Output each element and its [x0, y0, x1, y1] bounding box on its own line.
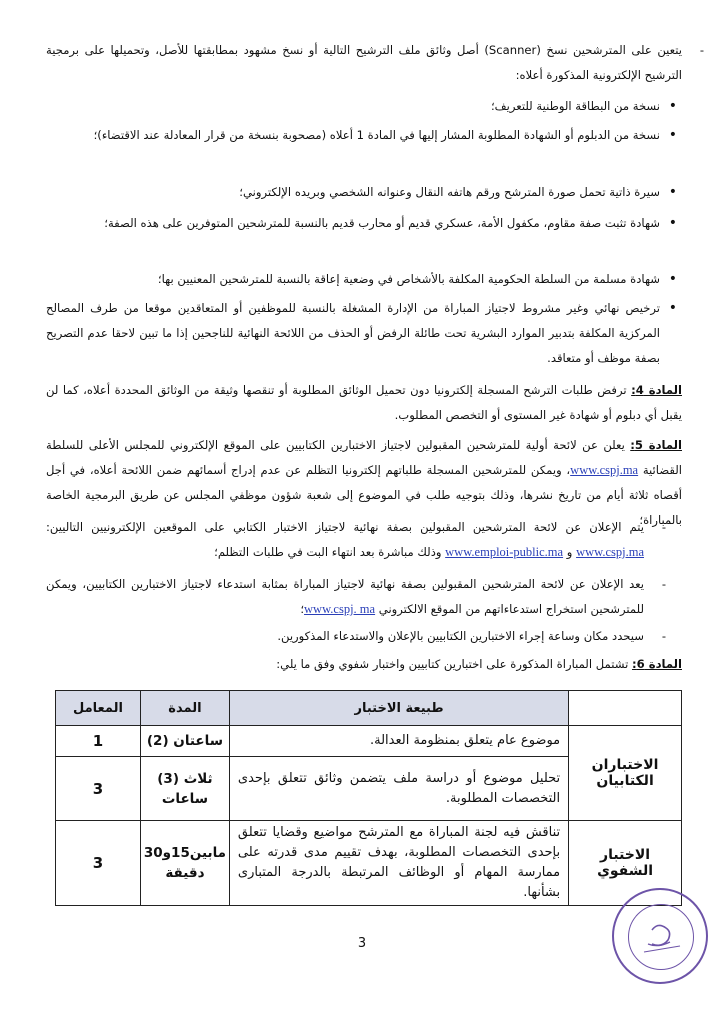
item-1-text: يتم الإعلان عن لائحة المترشحين المقبولين بصفة نهائية لاجتياز الاختبار الكتابي على الموقعين الإلكترونيين التاليين:	[46, 520, 644, 534]
exam-table	[55, 690, 682, 906]
header-duration: المدة	[140, 691, 229, 726]
header-nature: طبيعة الاختبار	[229, 691, 568, 726]
bullet-text: سيرة ذاتية تحمل صورة المترشح ورقم هاتفه النقال وعنوانه الشخصي وبريده الإلكتروني؛	[239, 185, 660, 199]
row-nature: تناقش فيه لجنة المباراة مع المترشح مواضيع وقضايا تتعلق بإحدى التخصصات المطلوبة، بهدف تقييم مدى قدرته على ممارسة المهام أو الوظائف المرتبطة بالدرجة المتبارى بشأنها.	[229, 821, 568, 906]
bullet-text: شهادة تثبت صفة مقاوم، مكفول الأمة، عسكري قديم أو محارب قديم بالنسبة للمترشحين المتوفرين على هذه الصفة؛	[104, 216, 660, 230]
cspj-link[interactable]: www.cspj.ma	[576, 545, 644, 559]
header-blank	[569, 691, 682, 726]
oral-exam-label: الاختبار الشفوي	[569, 821, 682, 906]
row-coefficient: 3	[56, 757, 141, 821]
official-stamp-icon	[612, 888, 708, 984]
bullet-item	[46, 296, 660, 371]
article-6-label: المادة 6:	[631, 657, 682, 671]
article-6	[46, 652, 682, 677]
bullet-item	[46, 123, 660, 148]
item-1-text-continued: وذلك مباشرة بعد انتهاء البت في طلبات التظلم؛	[214, 545, 442, 559]
bullet-item	[46, 211, 660, 236]
bullet-item	[46, 180, 660, 205]
bullet-text: ترخيص نهائي وغير مشروط لاجتياز المباراة من الإدارة المشغلة بالنسبة للموظفين أو المتعاقدين موقعا من طرف المصالح المركزية المكلفة بتدبير الموارد البشرية تحت طائلة الرفض أو الحذف من اللائحة النهائية للناجحين إذا ما تبين لاحقا عدم التصريح بصفة موظف أو متعاقد.	[46, 301, 660, 365]
row-coefficient: 3	[56, 821, 141, 906]
bullet-text: نسخة من البطاقة الوطنية للتعريف؛	[490, 99, 660, 113]
intro-text: يتعين على المترشحين نسخ (Scanner) أصل وثائق ملف الترشيح التالية أو نسخ مشهود بمطابقتها للأصل، وتحميلها على برمجية الترشيح الإلكترونية المذكورة أعلاه:	[46, 43, 682, 82]
written-exams-label: الاختباران الكتابيان	[569, 726, 682, 821]
article-5-label: المادة 5:	[630, 438, 682, 452]
article-6-text: تشتمل المباراة المذكورة على اختبارين كتابيين واختبار شفوي وفق ما يلي:	[276, 657, 629, 671]
page-number: 3	[357, 936, 367, 951]
article-4	[46, 378, 682, 428]
article-4-text: ترفض طلبات الترشح المسجلة إلكترونيا دون تحميل الوثائق المطلوبة أو تنقصها وثيقة من الوثائق المحددة أعلاه، كما لن يقبل أي دبلوم أو شهادة غير المستوى أو التخصص المطلوب.	[46, 383, 682, 422]
article-5-item-2	[46, 572, 644, 622]
row-nature: موضوع عام يتعلق بمنظومة العدالة.	[229, 726, 568, 757]
item-2-text: يعد الإعلان عن لائحة المترشحين المقبولين بصفة نهائية لاجتياز المباراة بمثابة استدعاء لاجتياز الاختبارين الكتابيين، ويمكن للمترشحين استخراج استدعاءاتهم من الموقع الالكتروني	[46, 577, 644, 616]
cspj-link[interactable]: www.cspj. ma	[304, 602, 376, 616]
item-3-text: سيحدد مكان وساعة إجراء الاختبارين الكتابيين بالإعلان والاستدعاء المذكورين.	[277, 629, 644, 643]
emploi-public-link[interactable]: www.emploi-public.ma	[445, 545, 564, 559]
article-5-item-3	[46, 624, 644, 649]
conjunction: و	[566, 545, 573, 559]
bullet-item	[46, 267, 660, 292]
bullet-text: نسخة من الدبلوم أو الشهادة المطلوبة المشار إليها في المادة 1 أعلاه (مصحوبة بنسخة من قرار المعادلة عند الاقتضاء)؛	[93, 128, 660, 142]
row-duration: ثلاث (3) ساعات	[140, 757, 229, 821]
bullet-item	[46, 94, 660, 119]
item-2-punct: ؛	[300, 602, 305, 616]
table-row	[56, 821, 682, 906]
article-4-label: المادة 4:	[631, 383, 682, 397]
article-5-item-1	[46, 515, 644, 565]
row-nature: تحليل موضوع أو دراسة ملف يتضمن وثائق تتعلق بإحدى التخصصات المطلوبة.	[229, 757, 568, 821]
article-5-text: يعلن عن لائحة أولية للمترشحين المقبولين لاجتياز الاختبارين الكتابيين على الموقع الإلكتروني للمجلس الأعلى للسلطة القضائية	[46, 438, 682, 477]
intro-paragraph	[46, 38, 682, 88]
row-coefficient: 1	[56, 726, 141, 757]
article-5-text-continued: ، ويمكن للمترشحين المسجلة طلباتهم إلكترونيا التظلم عن عدم إدراج أسمائهم ضمن اللائحة أعلاه، في أجل أقصاه ثلاثة أيام من تاريخ نشرها، وذلك بتوجيه طلب في الموضوع إلى شعبة شؤون موظفي المجلس عن طريق البرمجية الخاصة بالمباراة؛	[46, 463, 682, 527]
header-coefficient: المعامل	[56, 691, 141, 726]
table-row	[56, 726, 682, 757]
table-header-row	[56, 691, 682, 726]
cspj-link[interactable]: www.cspj.ma	[570, 463, 639, 477]
bullet-text: شهادة مسلمة من السلطة الحكومية المكلفة بالأشخاص في وضعية إعاقة بالنسبة للمترشحين المعنيين بها؛	[157, 272, 660, 286]
row-duration: مابين15و30 دقيقة	[140, 821, 229, 906]
row-duration: ساعتان (2)	[140, 726, 229, 757]
